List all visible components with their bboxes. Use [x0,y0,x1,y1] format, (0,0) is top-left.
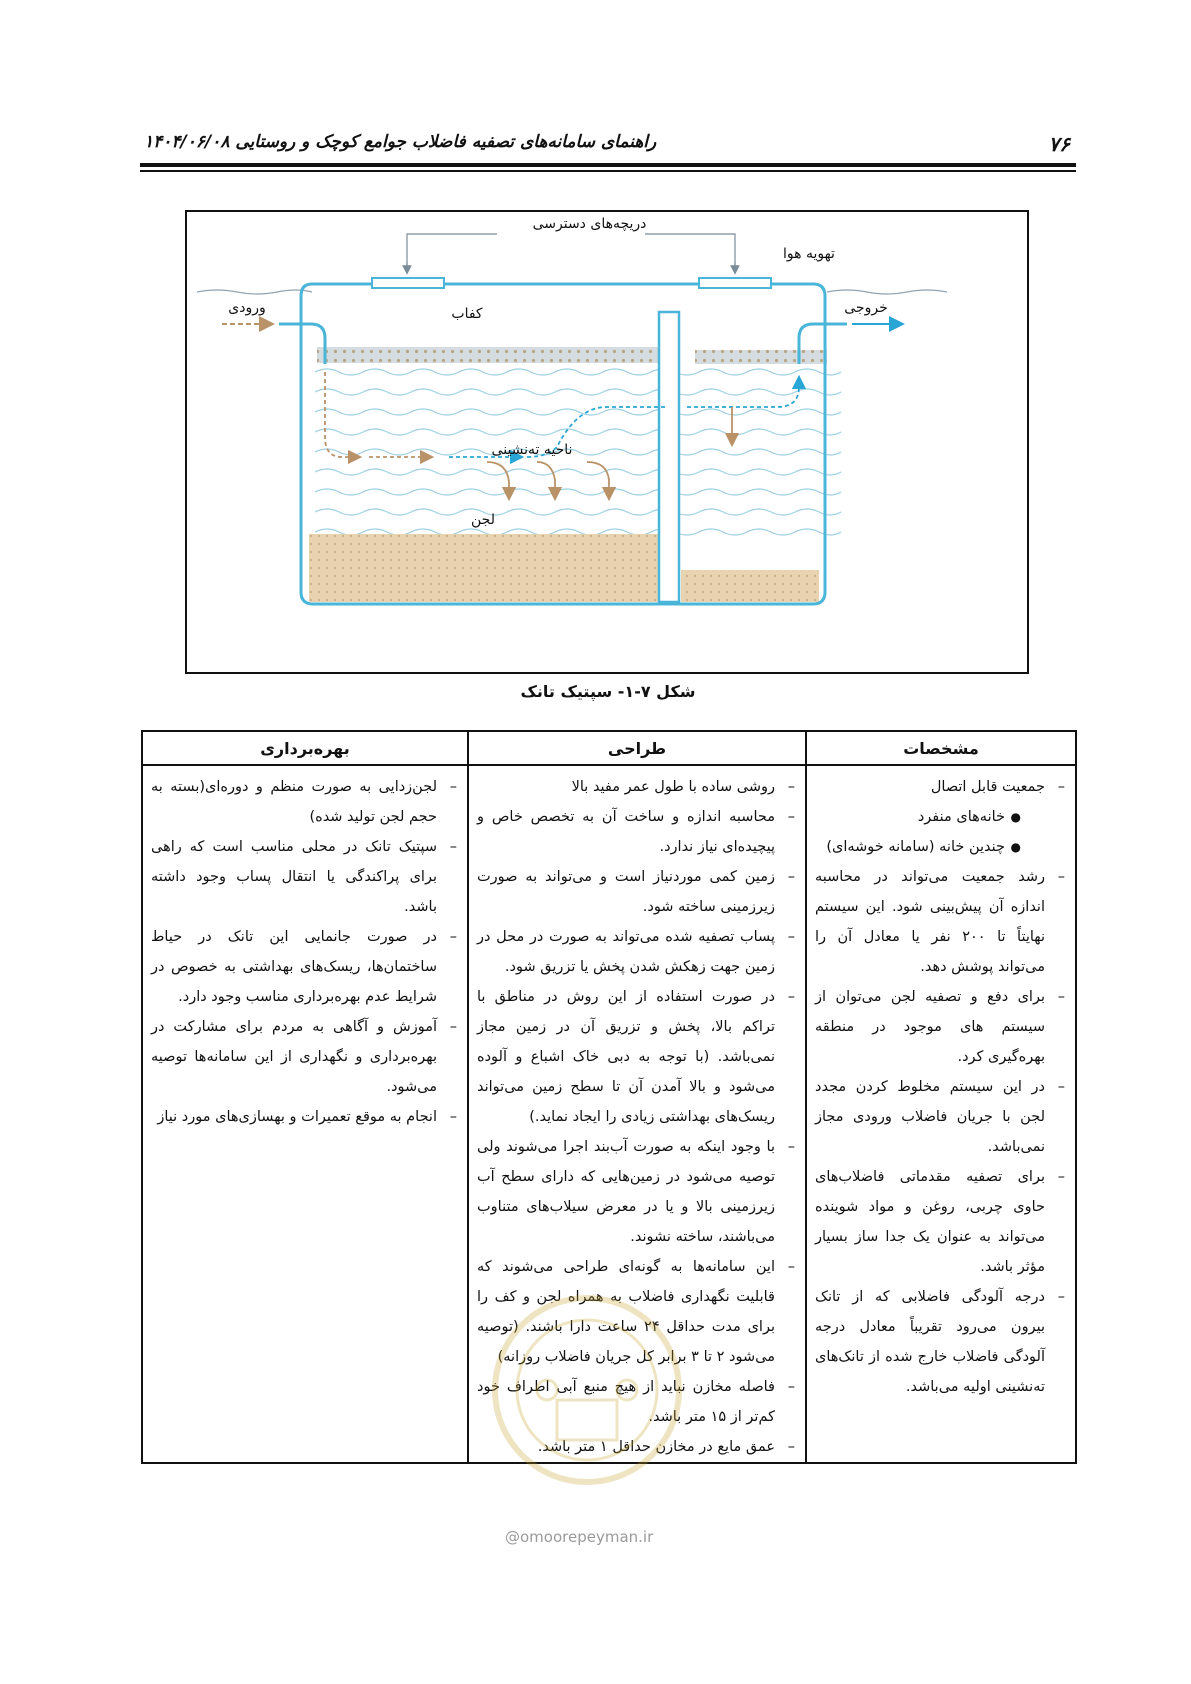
list-item: – آموزش و آگاهی به مردم برای مشارکت در بهره‌برداری و نگهداری از این سامانه‌ها توصیه می‌شود. [151,1012,459,1102]
column-header-design: طراحی [468,731,806,765]
hatch-leader [407,234,735,268]
ground-line-right [827,290,947,294]
list-item: – برای تصفیه مقدماتی فاضلاب‌های حاوی چربی، روغن و مواد شوینده می‌تواند به عنوان یک جدا ساز بسیار مؤثر باشد. [815,1162,1067,1282]
list-item: – برای دفع و تصفیه لجن می‌توان از سیستم های موجود در منطقه بهره‌گیری کرد. [815,982,1067,1072]
list-item: – زمین کمی موردنیاز است و می‌تواند به صورت زیرزمینی ساخته شود. [477,862,797,922]
list-item: – پساب تصفیه شده می‌تواند به صورت در محل در زمین جهت زهکش شدن پخش یا تزریق شود. [477,922,797,982]
baffle-wall [659,312,679,602]
list-item: – رشد جمعیت می‌تواند در محاسبه اندازه آن پیش‌بینی شود. این سیستم نهایتاً تا ۲۰۰ نفر یا معادل آن را می‌تواند پوشش دهد. [815,862,1067,982]
list-item-text: جمعیت قابل اتصال [930,779,1045,795]
list-item: – عمق مایع در مخازن حداقل ۱ متر باشد. [477,1432,797,1462]
bullet-text: چندین خانه (سامانه خوشه‌ای) [826,839,1005,855]
page-number: ۷۶ [1048,132,1070,156]
list-item: – در صورت جانمایی این تانک در حیاط ساختمان‌ها، ریسک‌های بهداشتی به خصوص در شرایط عدم بهره‌برداری مناسب وجود دارد. [151,922,459,1012]
label-ventilation: تهویه هوا [783,246,835,262]
figure-caption: شکل ۷-۱- سپتیک تانک [520,682,696,701]
list-item: – در این سیستم مخلوط کردن مجدد لجن با جریان فاضلاب ورودی مجاز نمی‌باشد. [815,1072,1067,1162]
list-item: – محاسبه اندازه و ساخت آن به تخصص خاص و پیچیده‌ای نیاز ندارد. [477,802,797,862]
sub-list-item [815,802,1045,832]
sub-list-item [815,832,1045,862]
label-settling-zone: ناحیه ته‌نشینی [491,442,573,458]
watermark-text: @omoorepeyman.ir [505,1528,654,1546]
label-sludge: لجن [471,512,495,528]
list-item: – سپتیک تانک در محلی مناسب است که راهی برای پراکندگی یا انتقال پساب وجود داشته باشد. [151,832,459,922]
column-header-specs: مشخصات [806,731,1076,765]
list-item: – روشی ساده با طول عمر مفید بالا [477,772,797,802]
ground-line-left [197,290,312,294]
bullet-text: خانه‌های منفرد [917,809,1005,825]
list-item: – در صورت استفاده از این روش در مناطق با تراکم بالا، پخش و تزریق آن در زمین مجاز نمی‌باشد. (با توجه به دبی خاک اشباع و آلوده می‌شود و بالا آمدن آن تا سطح زمین می‌تواند ریسک‌های بهداشتی زیادی را ایجاد نماید.) [477,982,797,1132]
list-item: – انجام به موقع تعمیرات و بهسازی‌های مورد نیاز [151,1102,459,1132]
hatch-right [699,278,771,288]
header-rule-thick [140,163,1076,167]
running-title: راهنمای سامانه‌های تصفیه فاضلاب جوامع کوچک و روستایی ۱۴۰۴/۰۶/۰۸ [144,132,657,152]
list-item: – لجن‌زدایی به صورت منظم و دوره‌ای(بسته به حجم لجن تولید شده) [151,772,459,832]
label-inlet: ورودی [228,300,266,316]
list-item: – فاصله مخازن نباید از هیچ منبع آبی اطراف خود کم‌تر از ۱۵ متر باشد. [477,1372,797,1432]
column-header-operation: بهره‌برداری [142,731,468,765]
cell-specs [806,765,1076,1463]
page-header [140,128,1076,158]
hatch-left [372,278,444,288]
watermark-seal-icon [487,1290,687,1490]
list-item [815,772,1067,862]
list-item: – این سامانه‌ها به گونه‌ای طراحی می‌شوند که قابلیت نگهداری فاضلاب به همراه لجن و کف را برای مدت حداقل ۲۴ ساعت دارا باشند. (توصیه می‌شود ۲ تا ۳ برابر کل جریان فاضلاب روزانه) [477,1252,797,1372]
septic-tank-figure [185,210,1029,674]
cell-operation [142,765,468,1463]
header-rule-thin [140,170,1076,172]
list-item: – با وجود اینکه به صورت آب‌بند اجرا می‌شوند ولی توصیه می‌شود در زمین‌هایی که دارای سطح آب زیرزمینی بالا و یا در معرض سیلاب‌های متناوب می‌باشند، ساخته نشوند. [477,1132,797,1252]
label-scum: کفاب [451,306,483,322]
list-item: – درجه آلودگی فاضلابی که از تانک بیرون می‌رود تقریباً معادل درجه آلودگی فاضلاب خارج شده از تانک‌های ته‌نشینی اولیه می‌باشد. [815,1282,1067,1402]
label-access-hatches: دریچه‌های دسترسی [532,216,647,232]
label-outlet: خروجی [844,300,888,316]
